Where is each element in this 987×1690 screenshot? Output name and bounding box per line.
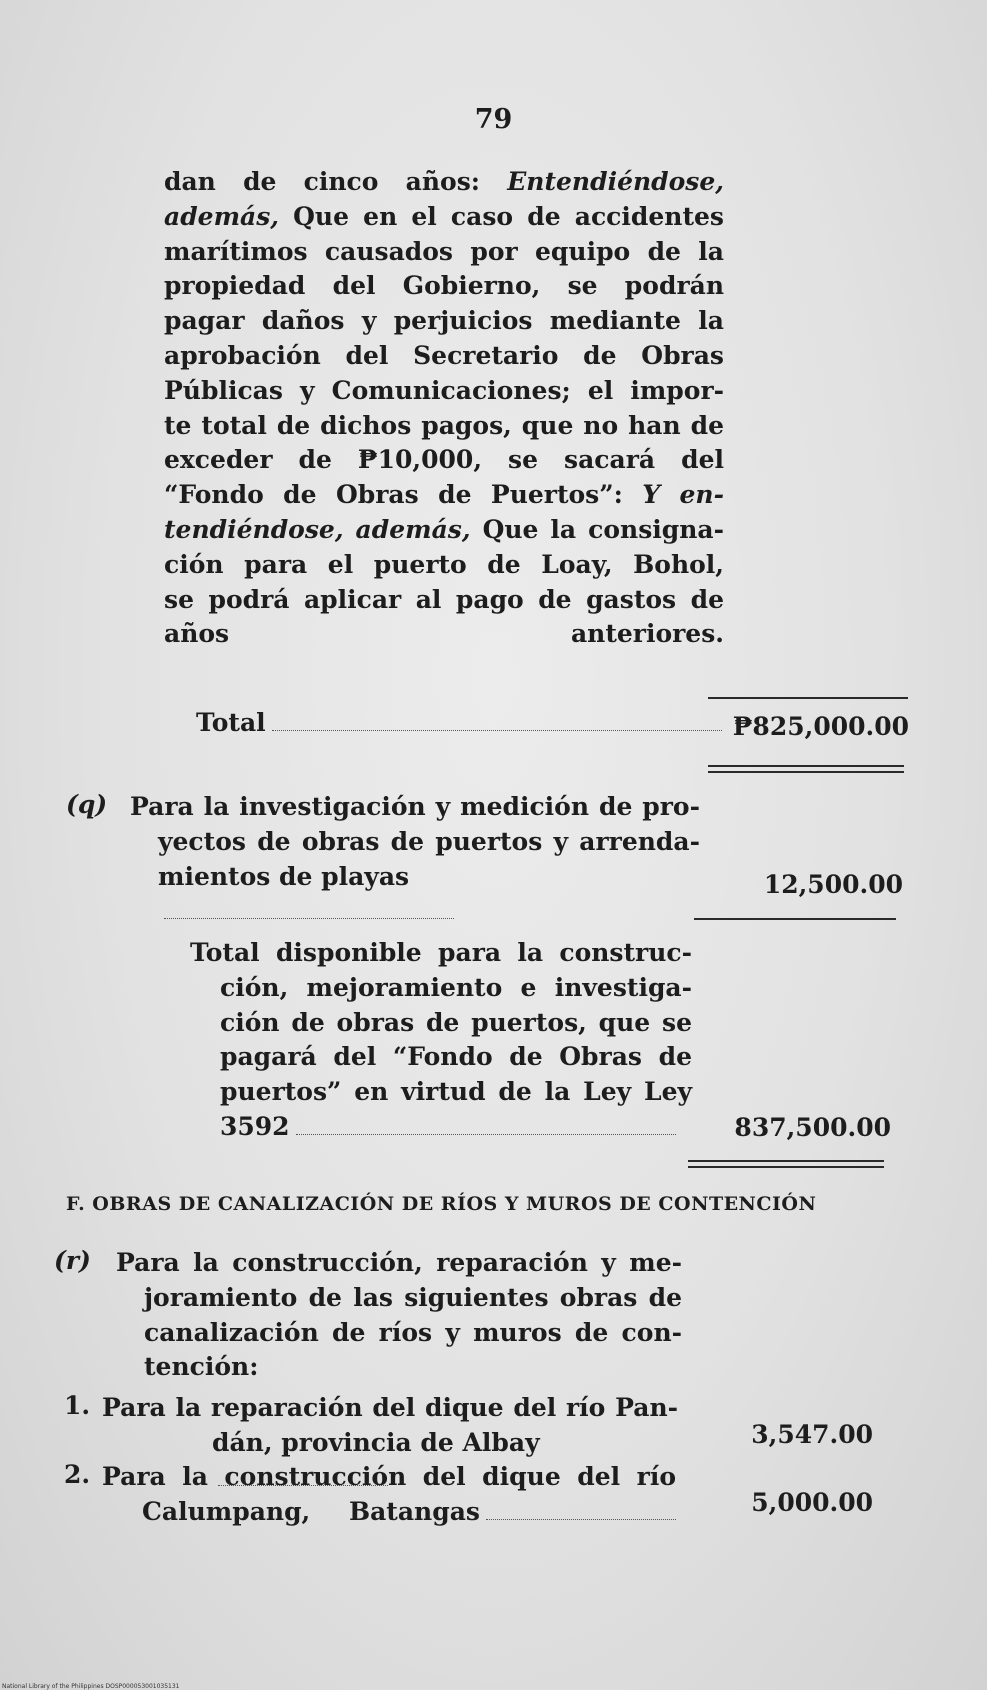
item-r-text <box>116 1246 682 1385</box>
text-line: aprobación del Secretario de Obras <box>164 340 724 370</box>
section-f-heading: F. OBRAS DE CANALIZACIÓN DE RÍOS Y MUROS DE CONTENCIÓN <box>66 1193 817 1215</box>
text-line: 3592 <box>220 1110 692 1145</box>
text-line: ción, mejoramiento e investiga- <box>220 972 692 1002</box>
text-line: dan de cinco años: Entendiéndose, <box>164 167 724 196</box>
text-line: Para la construcción, reparación y me- <box>116 1248 682 1277</box>
total-double-rule <box>688 1160 884 1168</box>
text-line: puertos” en virtud de la Ley Ley <box>220 1077 692 1107</box>
sub-item-1-amount: 3,547.00 <box>751 1420 873 1449</box>
text-line: pagar daños y perjuicios mediante la <box>164 306 724 336</box>
text-line: años anteriores. <box>164 619 724 649</box>
text-line: yectos de obras de puertos y arrenda- <box>158 826 700 856</box>
text-line: te total de dichos pagos, que no han de <box>164 410 724 440</box>
text-line: “Fondo de Obras de Puertos”: Y en- <box>164 480 724 510</box>
total-disponible-text <box>190 936 692 1145</box>
text-line: tención: <box>144 1352 259 1382</box>
sum-rule <box>694 918 896 920</box>
text-line: pagará del “Fondo de Obras de <box>220 1042 692 1072</box>
text-line: Públicas y Comunicaciones; el impor- <box>164 375 724 405</box>
library-footer: National Library of the Philippines DOSP000053001035131 <box>2 1683 180 1690</box>
text-line: ción para el puerto de Loay, Bohol, <box>164 549 724 579</box>
text-line: Calumpang, Batangas <box>102 1495 676 1530</box>
continuation-paragraph <box>164 165 724 652</box>
total-disponible-amount: 837,500.00 <box>734 1113 891 1142</box>
total-double-rule <box>708 765 904 773</box>
text-line: además, Que en el caso de accidentes <box>164 201 724 231</box>
text-line: propiedad del Gobierno, se podrán <box>164 271 724 301</box>
item-q-text <box>130 790 700 929</box>
text-line: Para la reparación del dique del río Pan- <box>102 1393 678 1422</box>
sub-item-1-number: 1. <box>64 1391 91 1420</box>
item-q-amount: 12,500.00 <box>763 870 903 899</box>
item-r-marker: (r) <box>54 1246 91 1275</box>
text-line: marítimos causados por equipo de la <box>164 236 724 266</box>
sub-item-2-amount: 5,000.00 <box>751 1488 873 1517</box>
text-line: Para la investigación y medición de pro- <box>130 792 700 821</box>
text-line: joramiento de las siguientes obras de <box>144 1282 682 1312</box>
text-line: Para la construcción del dique del río <box>102 1462 676 1491</box>
text-line: exceder de ₱10,000, se sacará del <box>164 445 724 475</box>
total-amount: ₱825,000.00 <box>732 712 909 741</box>
page-number: 79 <box>474 104 513 135</box>
sub-item-2-number: 2. <box>64 1460 91 1489</box>
text-line: mientos de playas <box>130 860 700 930</box>
text-line: ción de obras de puertos, que se <box>220 1007 692 1037</box>
text-line: tendiéndose, además, Que la consigna- <box>164 514 725 544</box>
item-q-marker: (q) <box>66 790 108 819</box>
text-line: se podrá aplicar al pago de gastos de <box>164 584 724 614</box>
sum-rule <box>708 697 908 699</box>
text-line: canalización de ríos y muros de con- <box>144 1317 682 1347</box>
total-label: Total <box>196 708 722 737</box>
text-line: dán, provincia de Albay <box>102 1426 678 1496</box>
text-line: Total disponible para la construc- <box>190 938 692 967</box>
sub-item-2-text <box>102 1460 676 1530</box>
